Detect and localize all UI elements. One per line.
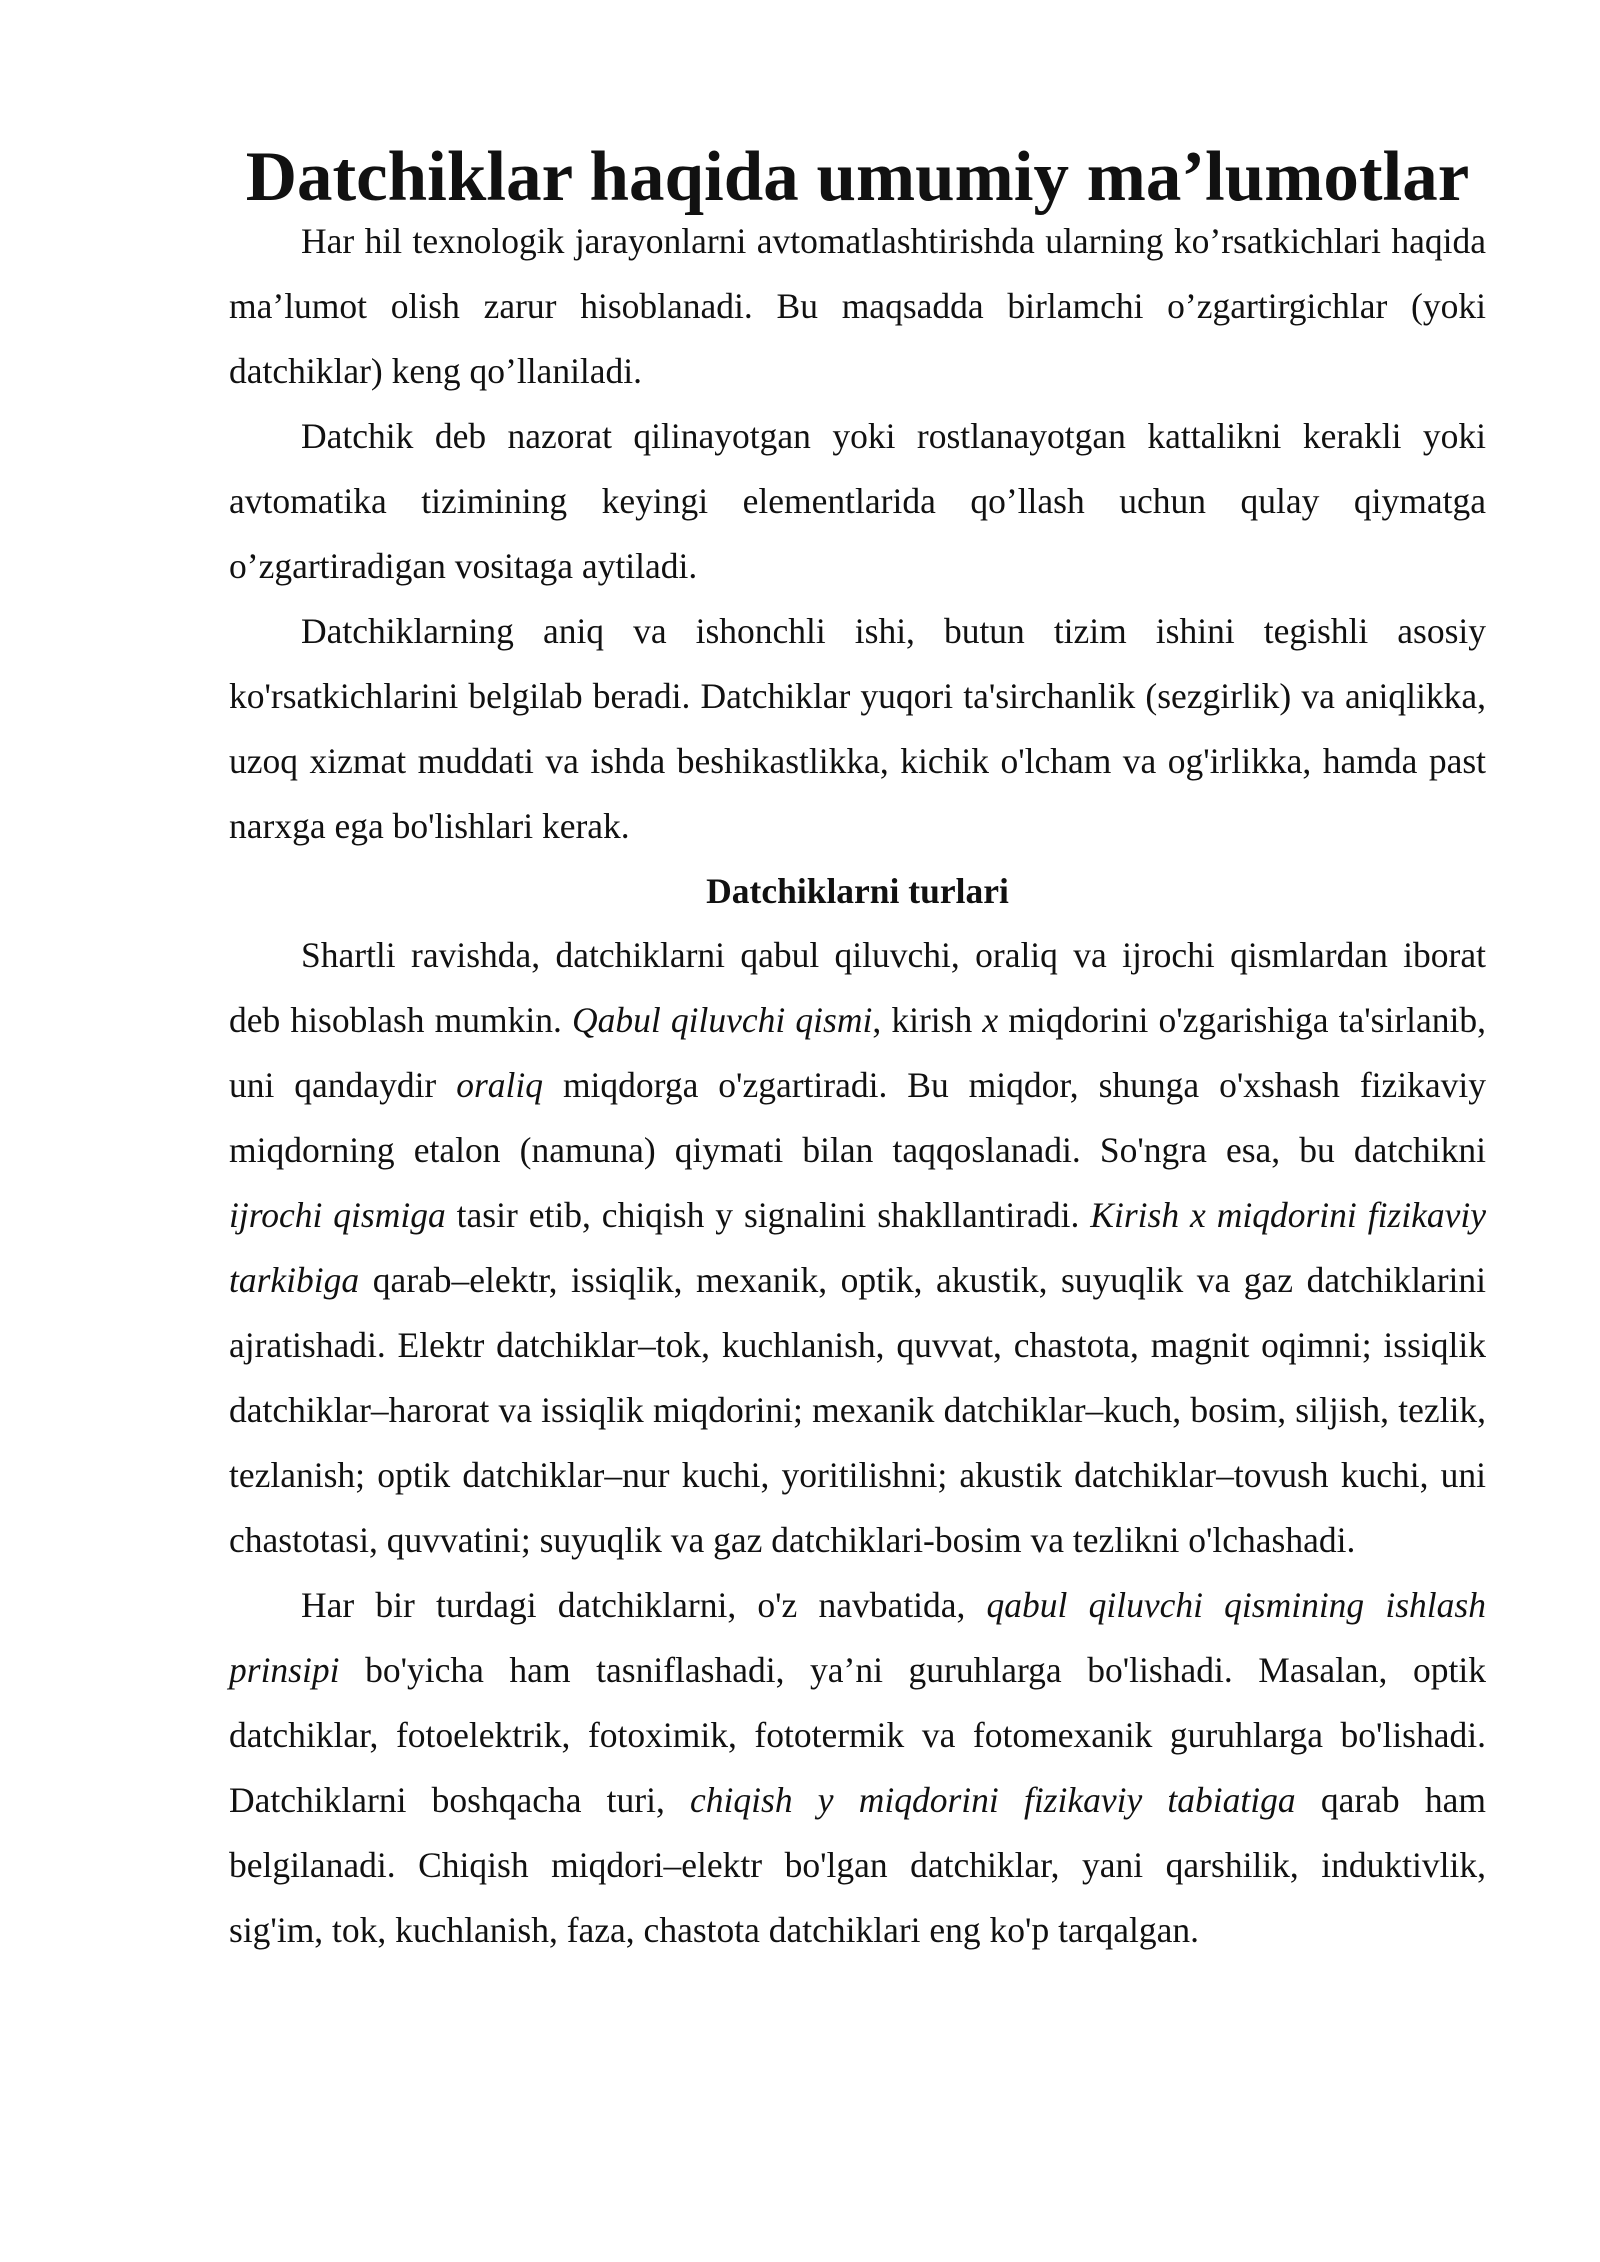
paragraph-4 (229, 923, 1486, 1573)
paragraph-3: Datchiklarning aniq va ishonchli ishi, butun tizim ishini tegishli asosiy ko'rsatkichlarini belgilab beradi. Datchiklar yuqori ta'sirchanlik (sezgirlik) va aniqlikka, uzoq xizmat muddati va ishda beshikastlikka, kichik o'lcham va og'irlikka, hamda past narxga ega bo'lishlari kerak. (229, 611, 1486, 846)
paragraph-4-text-6: qarab–elektr, issiqlik, mexanik, optik, akustik, suyuqlik va gaz datchiklarini ajratishadi. Elektr datchiklar–tok, kuchlanish, quvvat, chastota, magnit oqimni; issiqlik datchiklar–harorat va issiqlik miqdorini; mexanik datchiklar–kuch, bosim, siljish, tezlik, tezlanish; optik datchiklar–nur kuchi, yoritilishni; akustik datchiklar–tovush kuchi, uni chastotasi, quvvatini; suyuqlik va gaz datchiklari-bosim va tezlikni o'lchashadi. (229, 1260, 1486, 1560)
paragraph-5 (229, 1573, 1486, 1963)
paragraph-4-text-1: Shartli ravishda, datchiklarni qabul qiluvchi, oraliq va ijrochi qismlardan iborat deb hisoblash mumkin. (229, 935, 1486, 1040)
section-subtitle: Datchiklarni turlari (706, 871, 1009, 911)
document-page (229, 138, 1486, 1963)
paragraph-4-italic-3: oraliq (456, 1065, 543, 1105)
page-title: Datchiklar haqida umumiy ma’lumotlar (245, 138, 1470, 216)
paragraph-4-text-4: miqdorga o'zgartiradi. Bu miqdor, shunga o'xshash fizikaviy miqdorning etalon (namuna) qiymati bilan taqqoslanadi. So'ngra esa, bu datchikni (229, 1065, 1486, 1170)
paragraph-4-italic-1: Qabul qiluvchi qismi (572, 1000, 873, 1040)
paragraph-5-text-3: qarab ham belgilanadi. Chiqish miqdori–elektr bo'lgan datchiklar, yani qarshilik, induktivlik, sig'im, tok, kuchlanish, faza, chastota datchiklari eng ko'p tarqalgan. (229, 1780, 1486, 1950)
paragraph-4-italic-5: Kirish x miqdorini fizikaviy tarkibiga (229, 1195, 1486, 1300)
paragraph-5-text-1: Har bir turdagi datchiklarni, o'z navbatida, (301, 1585, 987, 1625)
paragraph-5-italic-1: qabul qiluvchi qismining ishlash prinsipi (229, 1585, 1486, 1690)
paragraph-4-text-3: miqdorini o'zgarishiga ta'sirlanib, uni qandaydir (229, 1000, 1486, 1105)
paragraph-5-text-2: bo'yicha ham tasniflashadi, ya’ni guruhlarga bo'lishadi. Masalan, optik datchiklar, fotoelektrik, fotoximik, fototermik va fotomexanik guruhlarga bo'lishadi. Datchiklarni boshqacha turi, (229, 1650, 1486, 1820)
paragraph-5-italic-2: chiqish y miqdorini fizikaviy tabiatiga (690, 1780, 1296, 1820)
paragraph-2: Datchik deb nazorat qilinayotgan yoki rostlanayotgan kattalikni kerakli yoki avtomatika tizimining keyingi elementlarida qo’llash uchun qulay qiymatga o’zgartiradigan vositaga aytiladi. (229, 416, 1486, 586)
paragraph-4-text-5: tasir etib, chiqish y signalini shakllantiradi. (445, 1195, 1091, 1235)
paragraph-4-italic-2: x (982, 1000, 999, 1040)
paragraph-4-italic-4: ijrochi qismiga (229, 1195, 446, 1235)
paragraph-1: Har hil texnologik jarayonlarni avtomatlashtirishda ularning ko’rsatkichlari haqida ma’lumot olish zarur hisoblanadi. Bu maqsadda birlamchi o’zgartirgichlar (yoki datchiklar) keng qo’llaniladi. (229, 221, 1486, 391)
paragraph-4-text-2: , kirish (872, 1000, 983, 1040)
